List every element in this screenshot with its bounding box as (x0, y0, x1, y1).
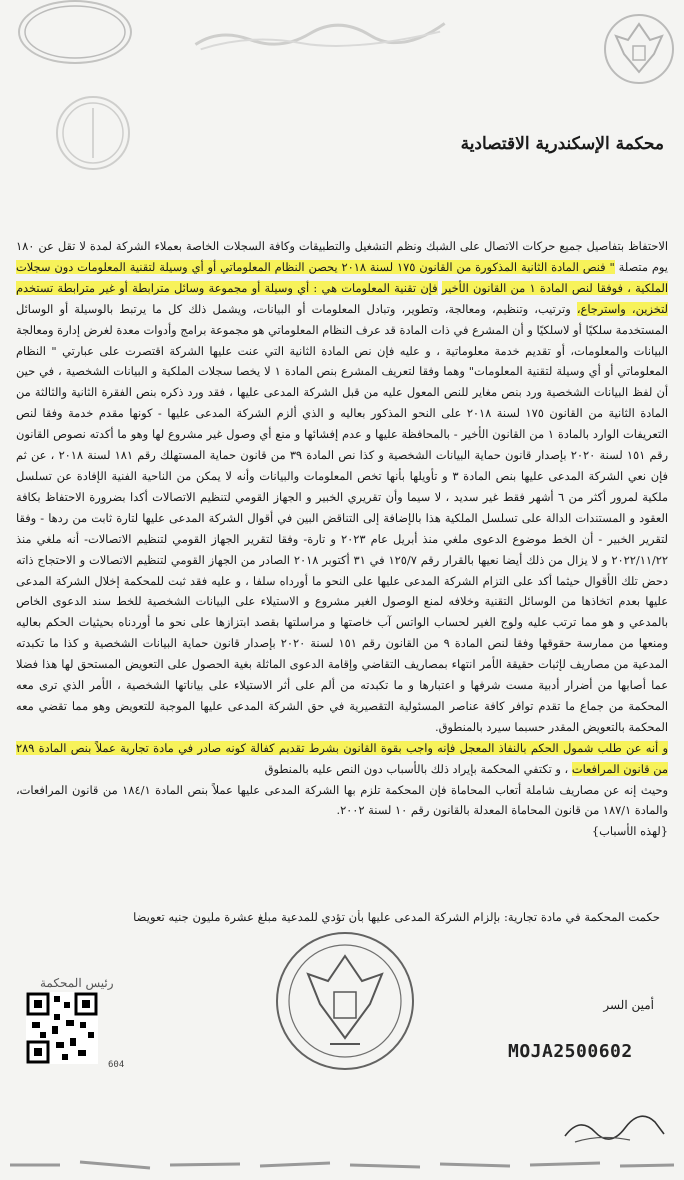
reasoning-body: وترتيب، وتنظيم، ومعالجة، وتطوير، وتبادل المعلومات أو البيانات، ويشمل ذلك كل ما يرتبط بالوسيلة أو الوسائل المستخدمة سلكيًا أو لاسلكيًا و أن المشرع في ذات المادة قد عرف النظام المعلوماتي هو مجموعة برامج وأدوات معدة لغرض إدارة ومعالجة البيانات والمعلومات، أو تقديم خدمة معلوماتية ، و عليه فإن نص المادة الثانية التي عنت عليها الشركة اقتصرت على عبارتي " النظام المعلوماتي أو أي وسيلة لتقنية المعلومات" وهما وفقا لتعريف المشرع بنص المادة ١ لا يخصا سجلات الملكية و البيانات الشخصية ، في حين أن لفظ البيانات الشخصية ورد بنص مغاير للنص المعول عليه من قبل الشركة المدعى عليها ، فقد ورد ذكره بنص الفقرة الثانية والثالثة من المادة الثانية من القانون ١٧٥ لسنة ٢٠١٨ على النحو المذكور بعاليه و الذي ألزم الشركة المدعى عليها - كونها مقدم خدمة وفقا لنص التعريفات الوارد بالمادة ١ من القانون الأخير - بالمحافظة عليها و عدم إفشائها و منع أي وصول غير مشروع لها وهو ما أكدته نصوص القانون رقم ١٥١ لسنة ٢٠٢٠ بإصدار قانون حماية البيانات الشخصية و كذا نص المادة ٣٩ من قانون حماية المستهلك رقم ١٨١ لسنة ٢٠١٨ ، عن ثم فإن نعي الشركة المدعى عليها بنص المادة ٣ و تأويلها بأنها تخص المعلومات والبيانات وأنه لا يمكن من الناحية الفنية الإفادة عن تسلسل ملكية لمرور أكثر من ٦ أشهر فقط غير سديد ، لا سيما وأن تقريري الخبير و الجهاز القومي لتنظيم الاتصالات أكدا بضرورة الاحتفاظ بكافة العقود و المستندات الدالة على تسلسل الملكية هذا بالإضافة إلى التناقض البين في أقوال الشركة المدعى عليها لتارة ثابت من ردها - وفقا لتقرير الخبير - أن الخط موضوع الدعوى ملغي منذ أبريل عام ٢٠٢٣ و تارة- وفقا لتقرير الجهاز القومي لتنظيم الاتصالات- أنه ملغي منذ ٢٠٢٢/١١/٢٢ و لا يزال من ذلك أيضا نعيها بالقرار رقم ١٢٥/٧ في ٣١ أكتوبر ٢٠١٨ الصادر من الجهاز القومي لتنظيم الاتصالات و الاحتجاج ذاته دحض تلك الأقوال حيثما أكد على التزام الشركة المدعى عليها على النحو ما أورداه سلفا ، و عليه فقد ثبت للمحكمة إخلال الشركة المدعى عليها بعدم اتخاذها من الوسائل التقنية وخلافه لمنع الوصول الغير مشروع و الاستيلاء على البيانات الشخصية للخط سند الدعوى الخاص بالمدعي و هو مما ترتب عليه ولوج الغير لحساب الواتس آب خاصتها و مراسلتها بقصد ابتزازها على نحو ما أوردناه بحيثيات الحكم بعاليه ومنعها من ممارسة حقوقها وفقا لنص المادة ٩ من القانون رقم ١٥١ لسنة ٢٠٢٠ بإصدار قانون حماية البيانات الشخصية و كذا ما تكبدته المدعية من مصاريف لإثبات حقيقة الأمر انتهاء بمصاريف التقاضي وإقامة الدعوى الماثلة بغية الحصول على التعويض المستحق لها هذا فضلا عما أصابها من أضرار أدبية مست شرفها و اعتبارها و ما تكبدته من ألم على أثر الاستيلاء على بياناتها الشخصية ، الأمر الذي ترى معه المحكمة من جماع ما تقدم توافر كافة عناصر المسئولية التقصيرية في حق الشركة المدعى عليها الموجبة للتعويض وهو مما تقضي معه المحكمة بالتعويض المقدر حسبما سيرد بالمنطوق. (16, 301, 669, 734)
closing-heading: {لهذه الأسباب} (591, 824, 668, 839)
small-code: 604 (108, 1060, 125, 1070)
highlight-article-two: " فنص المادة الثانية المذكورة من القانون ١٧٥ لسنة ٢٠١٨ يحصن النظام المعلوماتي أو أي وسيلة لتقنية المعلومات دون سجلات الملكية ، فوفقا لنص المادة ١ من القانون الأخير (16, 259, 668, 295)
faded-stamp-top-left (18, 0, 132, 64)
paragraph-reasoning (16, 236, 668, 738)
qr-code-icon (26, 992, 98, 1064)
paragraph-expedited-execution (16, 738, 668, 780)
president-signature-label: رئيس المحكمة (40, 976, 114, 990)
faded-round-stamp (56, 96, 130, 170)
highlight-it-definition: فإن تقنية المعلومات هي : أي وسيلة أو مجموعة وسائل مترابطة أو غير مترابطة تستخدم لتخزين، واسترجاع، (16, 280, 668, 316)
reasoning-intro: الاحتفاظ بتفاصيل جميع حركات الاتصال على الشبك ونظم التشغيل والتطبيقات وكافة السجلات الخاصة بعملاء الشركة لمدة لا تقل عن ١٨٠ يوم متصلة (16, 239, 668, 274)
handwritten-signature (560, 1108, 670, 1148)
faded-stamp-text (189, 11, 450, 55)
paragraph-fees: وحيث إنه عن مصاريف شاملة أتعاب المحاماة فإن المحكمة تلزم بها الشركة المدعى عليها عملاً بنص المادة ١٨٤/١ من قانون المرافعات، والمادة ١٨٧/١ من قانون المحاماة المعدلة بالقانون رقم ١٠ لسنة ٢٠٠٢. (16, 782, 669, 818)
highlight-expedited-execution: و أنه عن طلب شمول الحكم بالنفاذ المعجل فإنه واجب بقوة القانون بشرط تقديم كفالة كونه صادر في مادة تجارية عملاً بنص المادة ٢٨٩ من قانون المرافعات (16, 740, 668, 776)
footer-faded-markings (0, 1150, 684, 1180)
eagle-emblem-icon (600, 10, 678, 88)
expedited-execution-tail: ، و تكتفي المحكمة بإيراد ذلك بالأسباب دون النص عليه بالمنطوق (264, 761, 572, 776)
secretary-signature-label: أمين السر (603, 998, 654, 1012)
court-name: محكمة الإسكندرية الاقتصادية (460, 134, 664, 154)
document-serial-number: MOJA2500602 (508, 1041, 633, 1062)
court-seal-eagle-icon (270, 926, 420, 1076)
judgment-body (16, 236, 668, 842)
ruling-text: حكمت المحكمة في مادة تجارية: بإلزام الشركة المدعى عليها بأن تؤدي للمدعية مبلغ عشرة مليون جنيه تعويضا (133, 910, 660, 924)
